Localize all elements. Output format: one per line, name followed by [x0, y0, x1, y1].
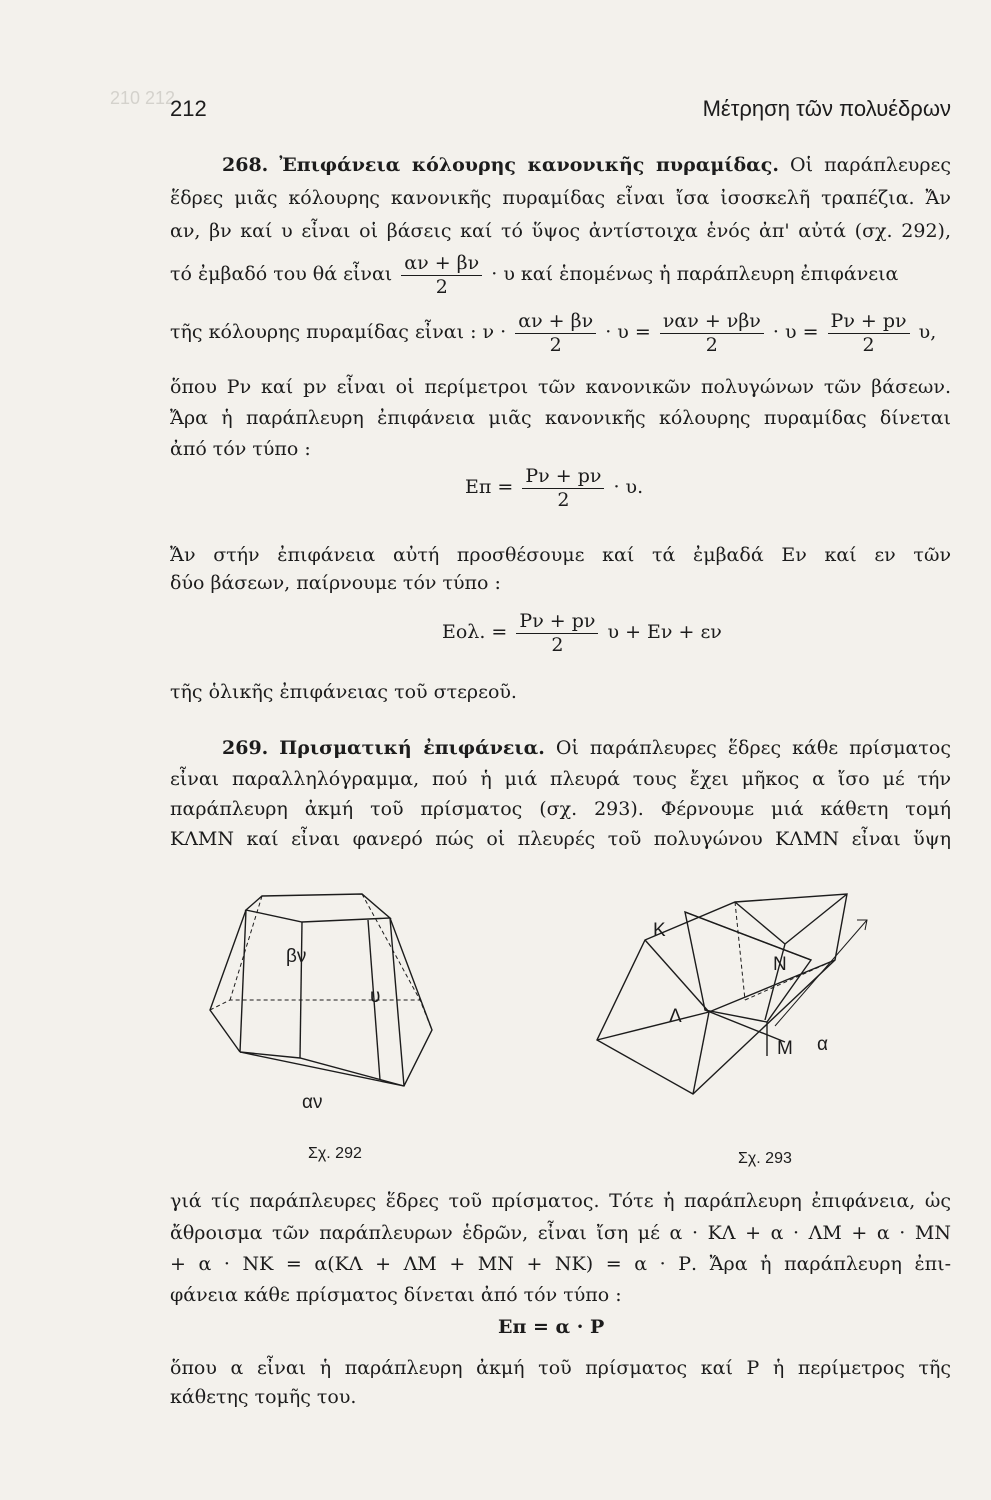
text-segment: · υ = [772, 321, 819, 343]
formula-rhs: υ + Eν + εν [607, 621, 722, 643]
fraction-numerator: ναν + νβν [660, 310, 764, 334]
fraction-denominator: 2 [862, 334, 875, 356]
section-268-line-7: Ἄρα ἡ παράπλευρη ἐπιφάνεια μιᾶς κανονικῆς κόλουρης πυραμίδας δίνεται [170, 407, 951, 429]
fraction [515, 310, 596, 356]
formula-rhs: · υ. [613, 476, 644, 498]
fraction [401, 252, 482, 298]
section-268-text: Οἱ παράπλευρες [790, 154, 952, 176]
figure-292-frustum [190, 880, 450, 1120]
text-segment: υ, [918, 321, 937, 343]
section-269-line-3: παράπλευρη ἀκμή τοῦ πρίσματος (σχ. 293). Φέρνουμε μιά κάθετη τομή [170, 798, 951, 820]
figure-293-label-K: Κ [653, 920, 666, 941]
section-269-line-4: ΚΛΜΝ καί εἶναι φανερό πώς οἱ πλευρές τοῦ πολυγώνου ΚΛΜΝ εἶναι ὕψη [170, 828, 951, 850]
section-269-text: Οἱ παράπλευρες ἕδρες κάθε πρίσματος [555, 737, 951, 759]
figure-293-prism [585, 880, 885, 1140]
section-269-line-7: + α · ΝΚ = α(ΚΛ + ΛΜ + ΜΝ + ΝΚ) = α · Ρ. Ἄρα ἡ παράπλευρη ἐπι- [170, 1253, 951, 1275]
text-segment: · υ = [605, 321, 651, 343]
fraction [516, 610, 598, 656]
figure-292-label-beta: βν [286, 946, 307, 967]
section-268-line-3: αν, βν καί υ εἶναι οἱ βάσεις καί τό ὕψος ἀντίστοιχα ἑνός ἀπ' αὐτά (σχ. 292), [170, 220, 951, 242]
figure-292-label-upsilon: υ [370, 986, 381, 1007]
fraction [660, 310, 764, 356]
section-269-line-2: εἶναι παραλληλόγραμμα, πού ἡ μιά πλευρά τους ἔχει μῆκος α ἴσο μέ τήν [170, 768, 951, 790]
section-268-line-2: ἕδρες μιᾶς κόλουρης κανονικῆς πυραμίδας εἶναι ἴσα ἰσοσκελῆ τραπέζια. Ἄν [170, 187, 951, 209]
section-269-number: 269. [222, 737, 269, 759]
figure-293-label-a: α [817, 1034, 828, 1055]
text-segment: τῆς κόλουρης πυραμίδας εἶναι : ν · [170, 321, 507, 343]
figure-293-label-N: Ν [773, 954, 787, 975]
section-269-line-5: γιά τίς παράπλευρες ἕδρες τοῦ πρίσματος. Τότε ἡ παράπλευρη ἐπιφάνεια, ὡς [170, 1190, 951, 1212]
section-269-heading: Πρισματική ἐπιφάνεια. [279, 737, 545, 759]
figure-293-caption: Σχ. 293 [738, 1150, 792, 1167]
formula-lateral-surface-prism: Eπ = α · P [498, 1316, 605, 1338]
figure-292-label-alpha: αν [302, 1092, 323, 1113]
page-number: 212 [170, 96, 207, 121]
section-268-number: 268. [222, 154, 269, 176]
figure-293-label-L: Λ [669, 1006, 682, 1027]
section-268-line-8: ἀπό τόν τύπο : [170, 438, 311, 460]
section-268-line-5 [170, 310, 951, 356]
fraction-denominator: 2 [435, 276, 448, 298]
running-title: Μέτρηση τῶν πολυέδρων [702, 96, 951, 121]
fraction-denominator: 2 [705, 334, 718, 356]
bleed-through-page-number: 210 212 [110, 88, 176, 108]
section-269-line-6: ἄθροισμα τῶν παράπλευρων ἑδρῶν, εἶναι ἴση μέ α · ΚΛ + α · ΛΜ + α · ΜΝ [170, 1222, 951, 1244]
section-268-heading: Ἐπιφάνεια κόλουρης κανονικῆς πυραμίδας. [279, 154, 779, 176]
fraction-numerator: Pν + pν [828, 310, 910, 334]
section-269-line-10: κάθετης τομῆς του. [170, 1386, 357, 1408]
fraction-numerator: Pν + pν [516, 610, 598, 634]
figure-293-label-M: Μ [777, 1038, 793, 1059]
fraction-numerator: αν + βν [401, 252, 482, 276]
section-269-line-9: ὅπου α εἶναι ἡ παράπλευρη ἀκμή τοῦ πρίσματος καί P ἡ περίμετρος τῆς [170, 1357, 951, 1379]
figure-292-caption: Σχ. 292 [308, 1145, 362, 1162]
section-268-first-line [170, 152, 951, 178]
formula-lateral-surface-frustum [465, 465, 643, 511]
text-segment: τό ἐμβαδό του θά εἶναι [170, 263, 393, 285]
fraction-numerator: αν + βν [515, 310, 596, 334]
text-segment: · υ καί ἑπομένως ἡ παράπλευρη ἐπιφάνεια [491, 263, 899, 285]
fraction [828, 310, 910, 356]
fraction-denominator: 2 [549, 334, 562, 356]
fraction [522, 465, 604, 511]
formula-lhs: Eπ = [465, 476, 514, 498]
section-268-line-11: τῆς ὁλικῆς ἐπιφάνειας τοῦ στερεοῦ. [170, 681, 517, 703]
section-268-line-10: δύο βάσεων, παίρνουμε τόν τύπο : [170, 572, 501, 594]
fraction-numerator: Pν + pν [522, 465, 604, 489]
section-269-line-8: φάνεια κάθε πρίσματος δίνεται ἀπό τόν τύπο : [170, 1284, 622, 1306]
section-268-line-9: Ἄν στήν ἐπιφάνεια αὐτή προσθέσουμε καί τά ἐμβαδά Eν καί εν τῶν [170, 544, 951, 566]
formula-total-surface-frustum [442, 610, 722, 656]
fraction-denominator: 2 [557, 489, 570, 511]
section-268-line-6: ὅπου Pν καί pν εἶναι οἱ περίμετροι τῶν κανονικῶν πολυγώνων τῶν βάσεων. [170, 376, 951, 398]
section-269-first-line [170, 735, 951, 761]
section-268-line-4 [170, 252, 951, 298]
fraction-denominator: 2 [551, 634, 564, 656]
page-header [170, 96, 951, 128]
formula-lhs: Eολ. = [442, 621, 508, 643]
